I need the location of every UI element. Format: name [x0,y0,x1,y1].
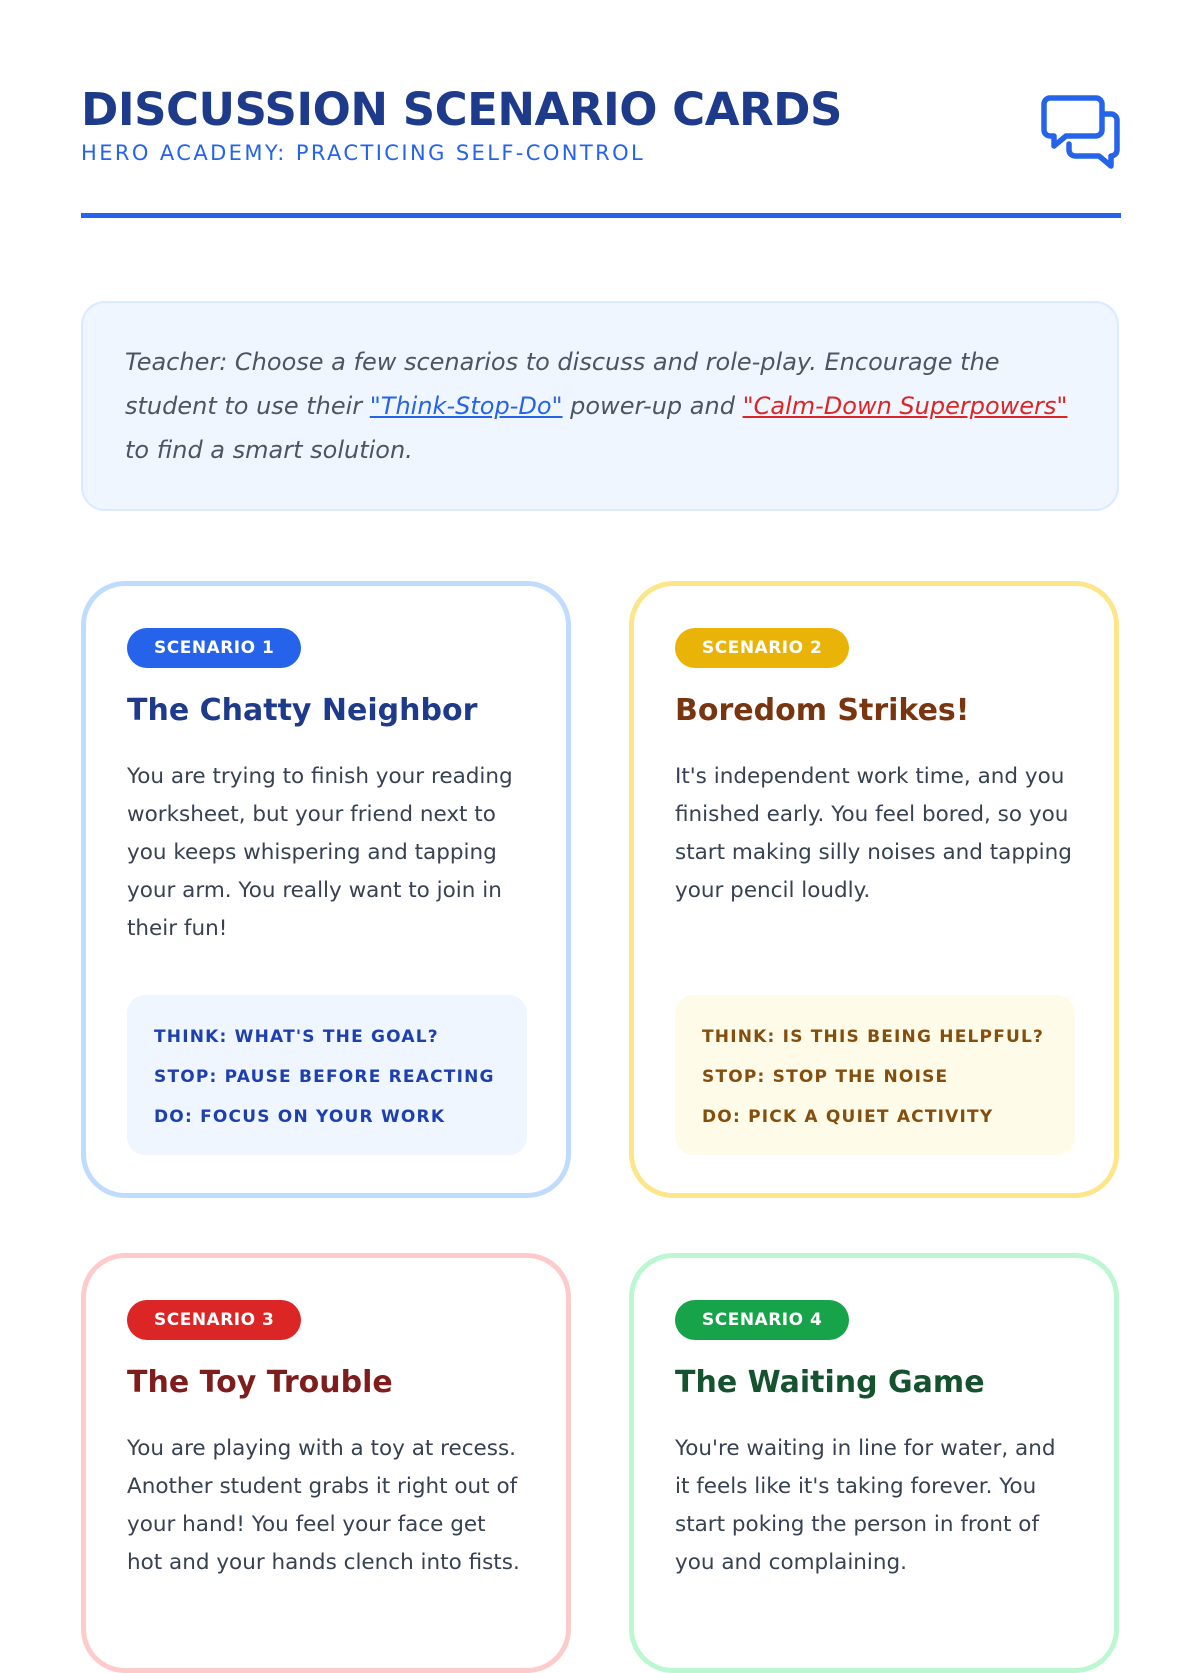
scenario-title: The Chatty Neighbor [127,693,478,728]
teacher-instructions [81,301,1119,511]
scenario-badge: SCENARIO 2 [675,628,849,668]
do-step: DO: PICK A QUIET ACTIVITY [702,1107,994,1127]
scenario-badge: SCENARIO 3 [127,1300,301,1340]
chat-bubbles-icon [1041,90,1121,170]
scenario-badge: SCENARIO 4 [675,1300,849,1340]
think-step: THINK: WHAT'S THE GOAL? [154,1027,439,1047]
page-subtitle: HERO ACADEMY: PRACTICING SELF-CONTROL [81,141,646,165]
do-step: DO: FOCUS ON YOUR WORK [154,1107,446,1127]
think-step: THINK: IS THIS BEING HELPFUL? [702,1027,1045,1047]
think-stop-do-box [675,995,1075,1155]
header-divider [81,213,1121,218]
instructions-text-2: power-up and [562,392,743,420]
instructions-text-3: to find a smart solution. [125,436,413,464]
stop-step: STOP: STOP THE NOISE [702,1067,949,1087]
scenario-title: The Toy Trouble [127,1365,393,1400]
scenario-description: You're waiting in line for water, and it feels like it's taking forever. You start poking the person in front of you and complaining. [675,1436,1056,1575]
scenario-description: You are playing with a toy at recess. Another student grabs it right out of your hand! You feel your face get hot and your hands clench into fists. [127,1436,520,1575]
scenario-title: The Waiting Game [675,1365,985,1400]
instructions-text-1: Teacher: Choose a few scenarios to discuss and role-play. Encourage the student to use their [125,348,1000,420]
scenario-card-3 [81,1253,571,1673]
scenario-badge: SCENARIO 1 [127,628,301,668]
scenario-card-4 [629,1253,1119,1673]
stop-step: STOP: PAUSE BEFORE REACTING [154,1067,495,1087]
page-header [81,84,1121,184]
think-stop-do-link[interactable]: "Think-Stop-Do" [369,392,563,420]
think-stop-do-box [127,995,527,1155]
scenario-card-2 [629,581,1119,1198]
calm-down-superpowers-link[interactable]: "Calm-Down Superpowers" [742,392,1068,420]
scenario-card-1 [81,581,571,1198]
worksheet-page [81,0,1121,1600]
scenario-description: You are trying to finish your reading worksheet, but your friend next to you keeps whispering and tapping your arm. You really want to join in their fun! [127,764,513,941]
scenario-title: Boredom Strikes! [675,693,970,728]
page-title: DISCUSSION SCENARIO CARDS [81,83,842,136]
scenario-description: It's independent work time, and you finished early. You feel bored, so you start making silly noises and tapping your pencil loudly. [675,764,1072,903]
